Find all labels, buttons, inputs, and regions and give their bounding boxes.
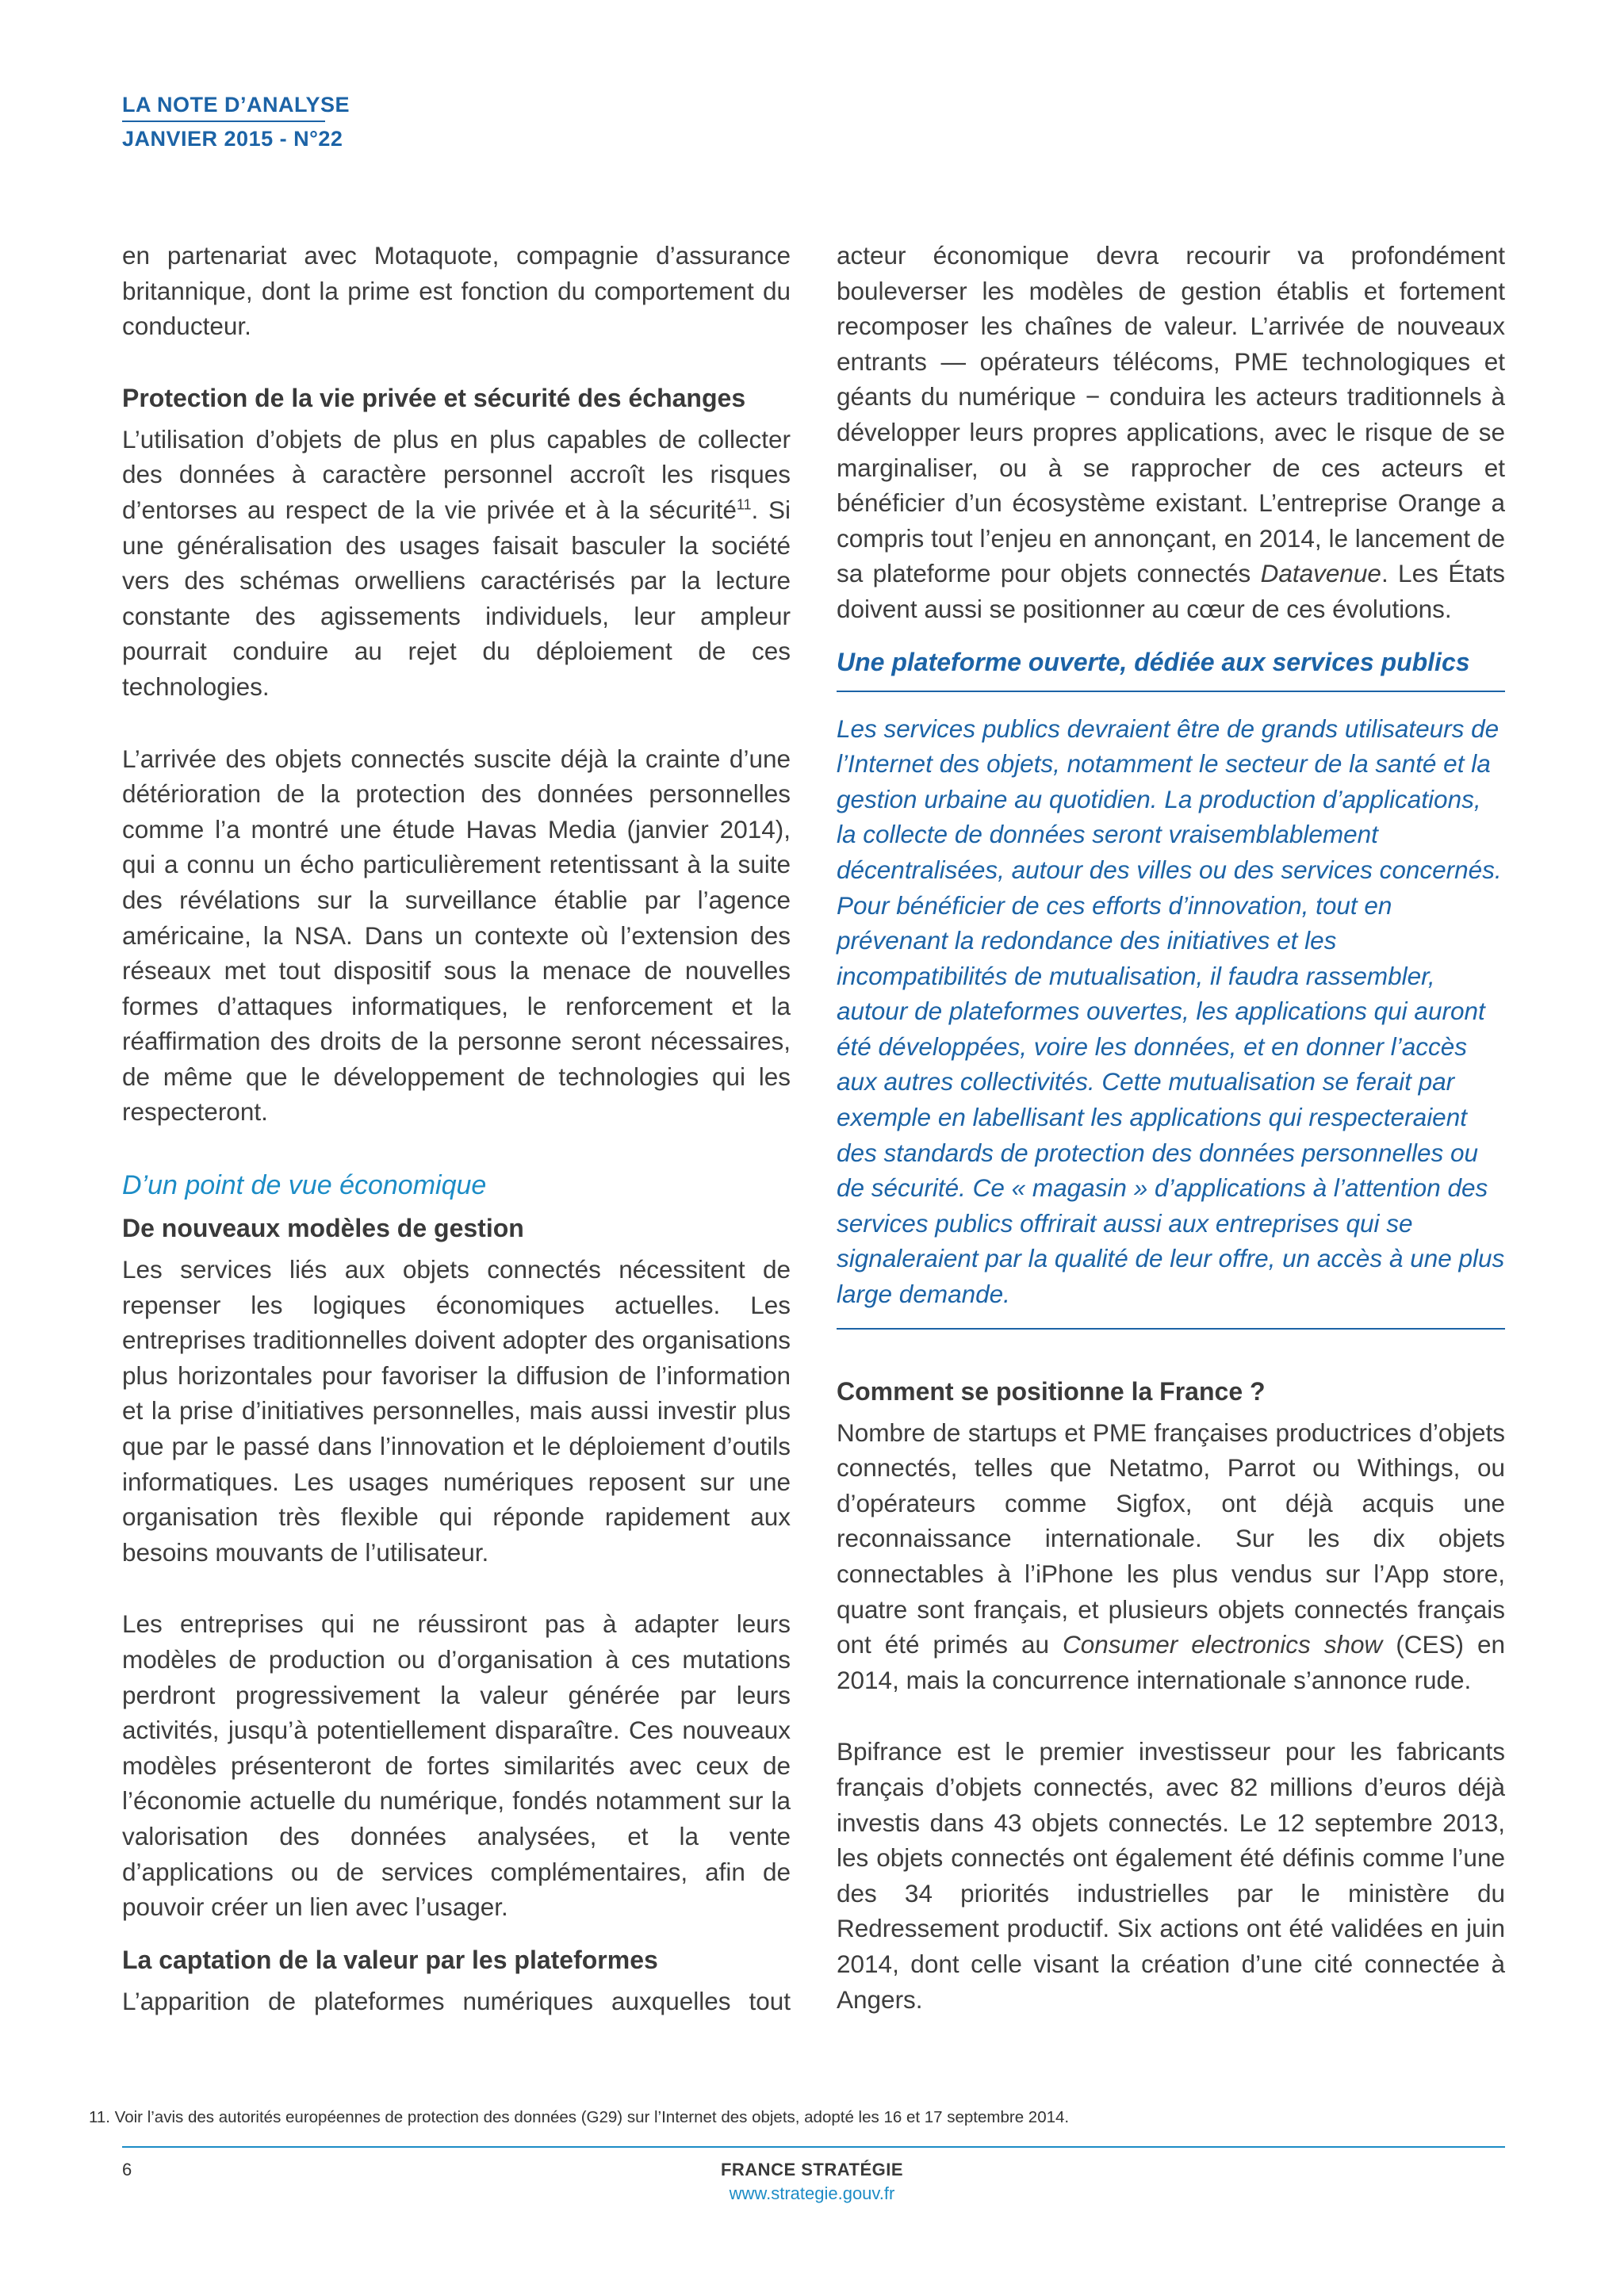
page-number: 6 xyxy=(122,2160,132,2179)
right-column xyxy=(837,238,1505,2017)
footnote-ref[interactable]: 11 xyxy=(736,496,752,513)
footer-brand: FRANCE STRATÉGIE xyxy=(720,2160,904,2179)
heading-platforms: La captation de la valeur par les plateformes xyxy=(122,1945,658,1974)
footer-url-link[interactable]: www.strategie.gouv.fr xyxy=(729,2183,895,2203)
heading-privacy: Protection de la vie privée et sécurité des échanges xyxy=(122,383,746,412)
footer-rule xyxy=(122,2146,1505,2148)
paragraph-france-1: Nombre de startups et PME françaises productrices d’objets connectés, telles que Netatmo, Parrot ou Withings, ou d’opérateurs comme Sigfox, ont déjà acquis une reconnaissance internationale. Sur les dix objets connectables à l’iPhone les plus vendus sur l’App store, quatre sont français, et plusieurs objets connectés français ont été primés au Consumer electronics show (CES) en 2014, mais la concurrence internationale s’annonce rude. xyxy=(837,1418,1506,1694)
publication-title: LA NOTE D’ANALYSE xyxy=(122,93,350,117)
paragraph-privacy-2: L’arrivée des objets connectés suscite déjà la crainte d’une détérioration de la protection des données personnelles comme l’a montré une étude Havas Media (janvier 2014), qui a connu un écho particulièrement retentissant à la suite des révélations sur la surveillance établie par l’agence américaine, la NSA. Dans un contexte où l’extension des réseaux met tout dispositif sous la menace de nouvelles formes d’attaques informatiques, le renforcement et la réaffirmation des droits de la personne seront nécessaires, de même que le développement de technologies qui les respecteront. xyxy=(122,744,791,1127)
callout-box xyxy=(837,645,1505,1330)
paragraph-models-2: Les entreprises qui ne réussiront pas à adapter leurs modèles de production ou d’organisation à ces mutations perdront progressivement la valeur générée par leurs activités, jusqu’à potentiellement disparaître. Ces nouveaux modèles présenteront de fortes similarités avec ceux de l’économie actuelle du numérique, fondés notamment sur la valorisation des données analysées, et la vente d’applications ou de services complémentaires, afin de pouvoir créer un lien avec l’usager. xyxy=(122,1609,791,1922)
page-header xyxy=(122,90,350,153)
paragraph-intro: en partenariat avec Motaquote, compagnie d’assurance britannique, dont la prime est fonction du comportement du conducteur. xyxy=(122,241,791,341)
left-column xyxy=(122,238,791,2019)
heading-france: Comment se positionne la France ? xyxy=(837,1376,1266,1406)
header-rule xyxy=(122,121,325,122)
section-heading-economic: D’un point de vue économique xyxy=(122,1170,487,1201)
publication-issue: JANVIER 2015 - N°22 xyxy=(122,127,343,151)
paragraph-platforms: L’apparition de plateformes numériques auxquelles tout xyxy=(122,1986,791,2015)
paragraph-continuation: acteur économique devra recourir va profondément bouleverser les modèles de gestion établis et fortement recomposer les chaînes de valeur. L’arrivée de nouveaux entrants — opérateurs télécoms, PME technologiques et géants du numérique − conduira les acteurs traditionnels à développer leurs propres applications, avec le risque de se marginaliser, ou à se rapprocher de ces acteurs et bénéficier d’un écosystème existant. L’entreprise Orange a compris tout l’enjeu en annonçant, en 2014, le lancement de sa plateforme pour objets connectés Datavenue. Les États doivent aussi se positionner au cœur de ces évolutions. xyxy=(837,241,1505,623)
callout-title: Une plateforme ouverte, dédiée aux services publics xyxy=(837,645,1505,692)
paragraph-models-1: Les services liés aux objets connectés nécessitent de repenser les logiques économiques actuelles. Les entreprises traditionnelles doivent adopter des organisations plus horizontales pour favoriser la diffusion de l’information et la prise d’initiatives personnelles, mais aussi investir plus que par le passé dans l’innovation et le déploiement d’outils informatiques. Les usages numériques reposent sur une organisation très flexible qui réponde rapidement aux besoins mouvants de l’utilisateur. xyxy=(122,1255,791,1567)
footnote-11: 11. Voir l’avis des autorités européennes de protection des données (G29) sur l’Internet des objets, adopté les 16 et 17 septembre 2014. xyxy=(89,2108,1070,2126)
paragraph-france-2: Bpifrance est le premier investisseur pour les fabricants français d’objets connectés, avec 82 millions d’euros déjà investis dans 43 objets connectés. Le 12 septembre 2013, les objets connectés ont également été définis comme l’une des 34 priorités industrielles par le ministère du Redressement productif. Six actions ont été validées en juin 2014, dont celle visant la création d’une cité connectée à Angers. xyxy=(837,1737,1505,2014)
heading-models: De nouveaux modèles de gestion xyxy=(122,1214,524,1243)
callout-text: Les services publics devraient être de grands utilisateurs de l’Internet des objets, notamment le secteur de la santé et la gestion urbaine au quotidien. La production d’applications, la collecte de données seront vraisemblablement décentralisées, autour des villes ou des services concernés. Pour bénéficier de ces efforts d’innovation, tout en prévenant la redondance des initiatives et les incompatibilités de mutualisation, il faudra rassembler, autour de plateformes ouvertes, les applications qui auront été développées, voire les données, et en donner l’accès aux autres collectivités. Cette mutualisation se ferait par exemple en labellisant les applications qui respecteraient des standards de protection des données personnelles ou de sécurité. Ce « magasin » d’applications à l’attention des services publics offrirait aussi aux entreprises qui se signaleraient par la qualité de leur offre, un accès à une plus large demande. xyxy=(837,692,1505,1330)
paragraph-privacy-1: L’utilisation d’objets de plus en plus capables de collecter des données à caractère personnel accroît les risques d’entorses au respect de la vie privée et à la sécurité$^{11}$. Si une généralisation des usages faisait basculer la société vers des schémas orwelliens caractérisés par la lecture constante des agissements individuels, leur ampleur pourrait conduire au rejet du déploiement de ces technologies. xyxy=(122,424,791,701)
